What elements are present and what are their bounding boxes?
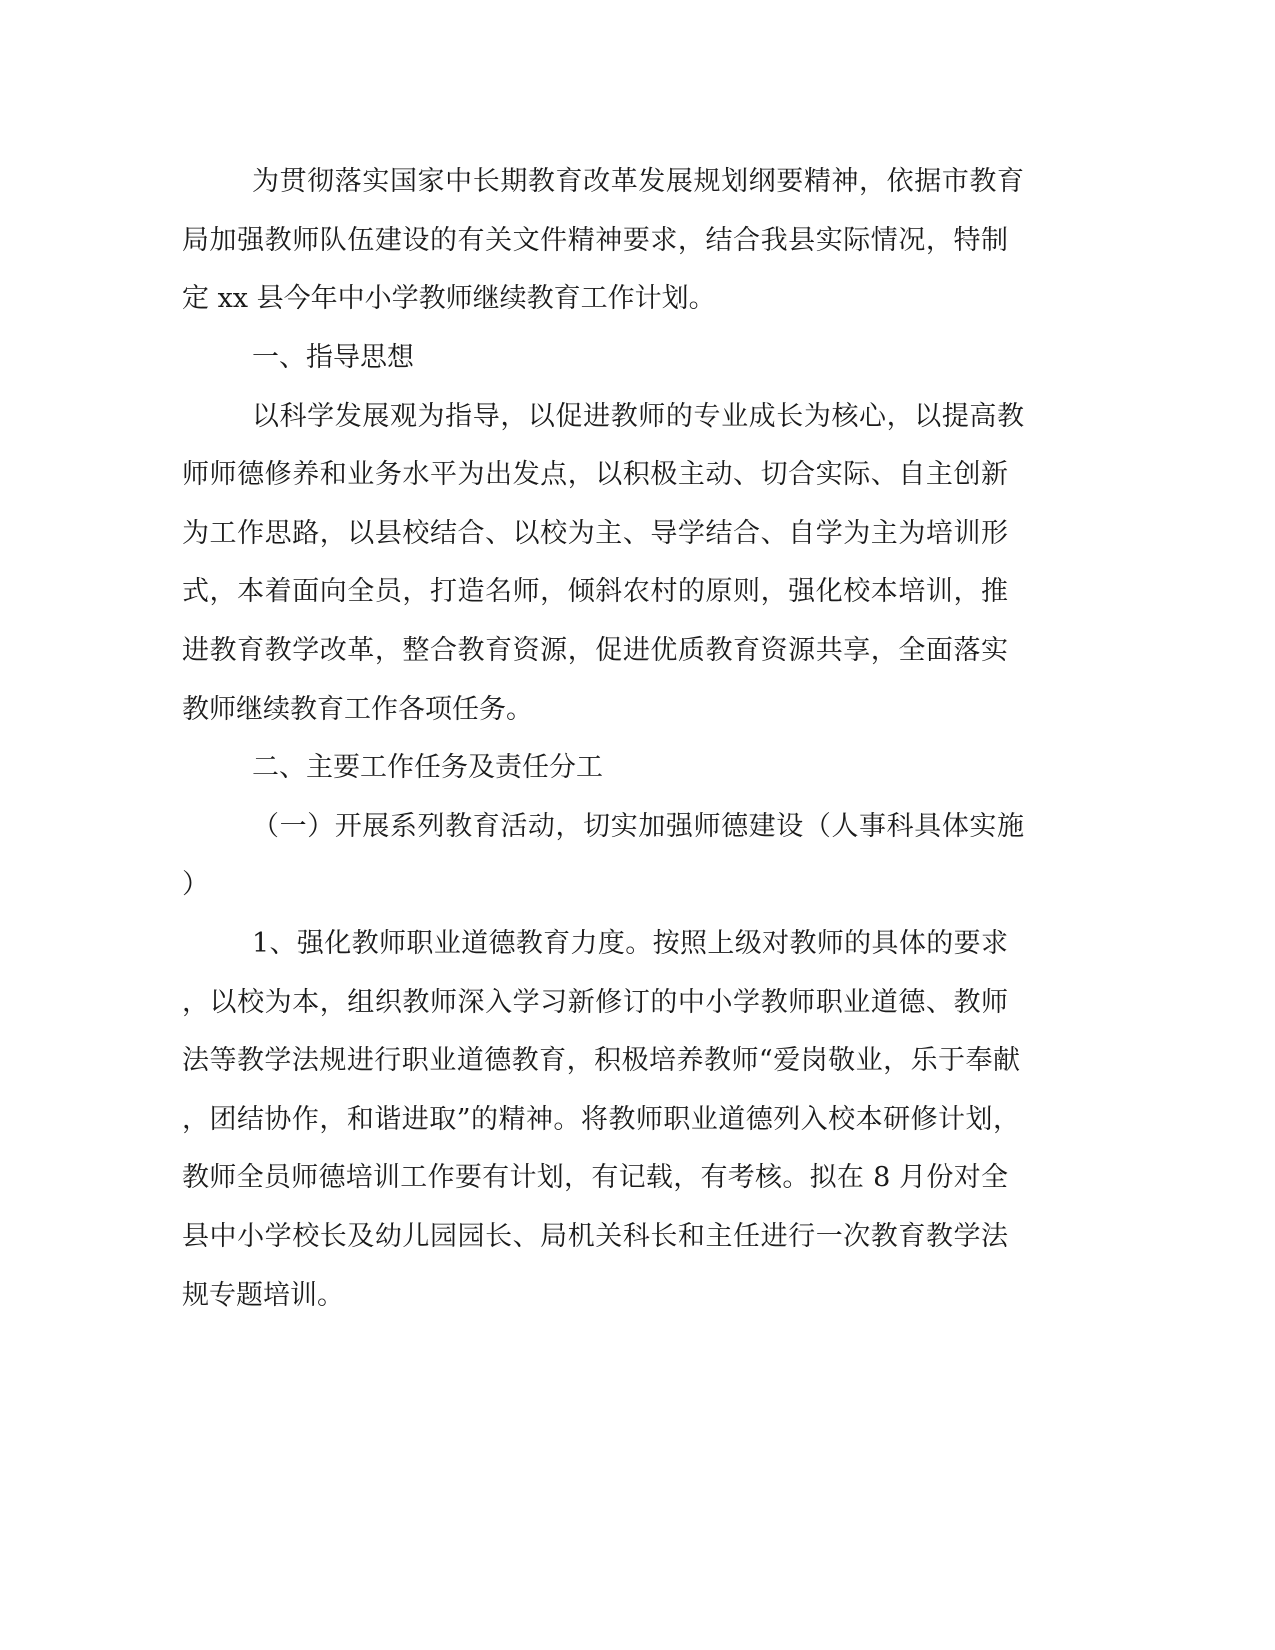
paragraph-line: 教师继续教育工作各项任务。: [182, 694, 533, 725]
paragraph-line: 法等教学法规进行职业道德教育，积极培养教师“爱岗敬业，乐于奉献: [182, 1045, 1020, 1076]
paragraph-line: 1、强化教师职业道德教育力度。按照上级对教师的具体的要求: [252, 928, 1008, 959]
paragraph-line: 教师全员师德培训工作要有计划，有记载，有考核。拟在 8 月份对全: [182, 1162, 1008, 1193]
subsection-heading-cont: ）: [182, 869, 209, 900]
paragraph-line: 师师德修养和业务水平为出发点，以积极主动、切合实际、自主创新: [182, 459, 1008, 490]
paragraph-line: 为贯彻落实国家中长期教育改革发展规划纲要精神，依据市教育: [252, 166, 1024, 197]
section-heading: 一、指导思想: [252, 342, 414, 373]
paragraph-line: ，团结协作，和谐进取”的精神。将教师职业道德列入校本研修计划，: [182, 1104, 1020, 1135]
paragraph-line: 局加强教师队伍建设的有关文件精神要求，结合我县实际情况，特制: [182, 225, 1008, 256]
paragraph-line: 式，本着面向全员，打造名师，倾斜农村的原则，强化校本培训，推: [182, 576, 1008, 607]
paragraph-line: 以科学发展观为指导，以促进教师的专业成长为核心，以提高教: [252, 401, 1024, 432]
paragraph-line: ，以校为本，组织教师深入学习新修订的中小学教师职业道德、教师: [182, 987, 1008, 1018]
section-heading: 二、主要工作任务及责任分工: [252, 752, 603, 783]
paragraph-line: 进教育教学改革，整合教育资源，促进优质教育资源共享，全面落实: [182, 635, 1008, 666]
subsection-heading: （一）开展系列教育活动，切实加强师德建设（人事科具体实施: [252, 811, 1024, 842]
paragraph-line: 县中小学校长及幼儿园园长、局机关科长和主任进行一次教育教学法: [182, 1221, 1008, 1252]
paragraph-line: 规专题培训。: [182, 1280, 344, 1311]
paragraph-line: 定 xx 县今年中小学教师继续教育工作计划。: [182, 283, 716, 314]
paragraph-line: 为工作思路，以县校结合、以校为主、导学结合、自学为主为培训形: [182, 518, 1008, 549]
